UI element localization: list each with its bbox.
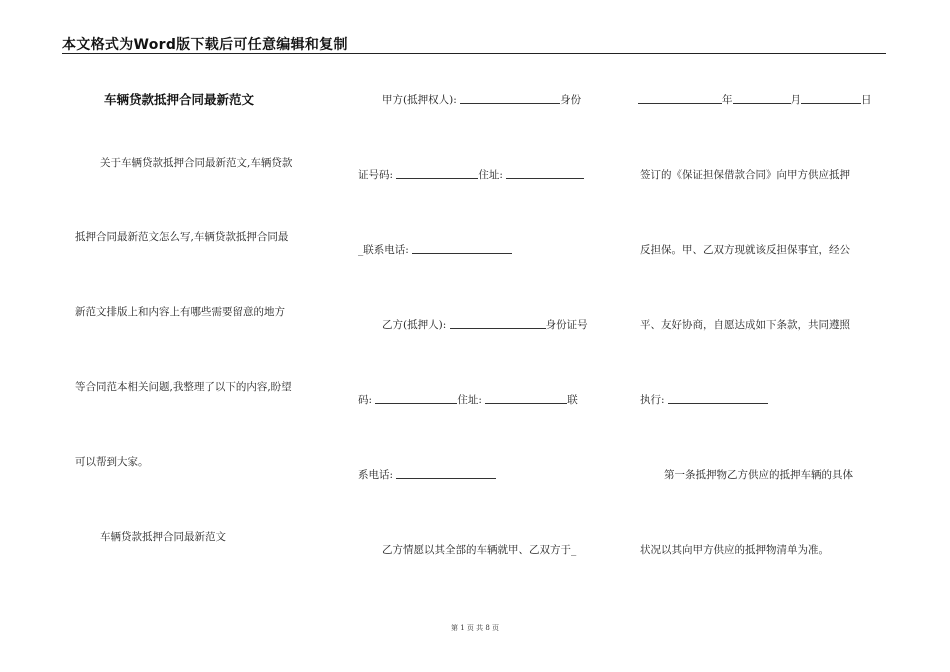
blank-field [450, 318, 546, 329]
id-number-label: 证号码: [358, 169, 394, 181]
blank-field [485, 393, 567, 404]
party-b-label: 乙方(抵押人): [382, 319, 447, 331]
blank-field [638, 93, 722, 104]
month-label: 月 [790, 94, 801, 106]
paragraph-line: 关于车辆贷款抵押合同最新范文,车辆贷款 [100, 157, 293, 169]
execute-label: 执行: [640, 394, 665, 406]
phone-label-part: 联 [567, 394, 578, 406]
document-title: 车辆贷款抵押合同最新范文 [104, 92, 255, 107]
address-label: 住址: [478, 169, 503, 181]
id-label: 身份证号 [545, 319, 588, 331]
party-a-line [382, 93, 581, 107]
paragraph-line: 新范文排版上和内容上有哪些需要留意的地方 [75, 306, 285, 318]
paragraph-line: 反担保。甲、乙双方现就该反担保事宜，经公 [640, 244, 850, 256]
paragraph-line: 抵押合同最新范文怎么写,车辆贷款抵押合同最 [75, 231, 289, 243]
blank-field [412, 243, 512, 254]
id-label: 身份 [560, 94, 582, 106]
header-divider [62, 53, 886, 54]
page-number: 第 1 页 共 8 页 [450, 624, 500, 632]
blank-field [375, 393, 457, 404]
blank-field [396, 468, 496, 479]
party-b-id-line [358, 393, 578, 407]
year-label: 年 [722, 94, 733, 106]
paragraph-line: 状况以其向甲方供应的抵押物清单为准。 [640, 544, 829, 556]
blank-field [396, 168, 478, 179]
blank-field [733, 93, 791, 104]
party-a-phone-line [358, 243, 512, 257]
party-b-line [382, 318, 588, 332]
paragraph-line: 乙方情愿以其全部的车辆就甲、乙双方于_ [382, 544, 577, 556]
address-label: 住址: [457, 394, 482, 406]
party-a-label: 甲方(抵押权人): [382, 94, 457, 106]
party-a-id-line [358, 168, 584, 182]
phone-label: _联系电话: [358, 244, 409, 256]
day-label: 日 [861, 94, 872, 106]
paragraph-line: 可以帮到大家。 [75, 456, 149, 468]
party-b-phone-line [358, 468, 496, 482]
blank-field [460, 93, 560, 104]
article-heading-line: 第一条抵押物乙方供应的抵押车辆的具体 [664, 469, 853, 481]
blank-field [668, 393, 768, 404]
date-line [638, 93, 872, 107]
paragraph-line: 平、友好协商，自愿达成如下条款，共同遵照 [640, 319, 850, 331]
phone-label: 系电话: [358, 469, 394, 481]
execute-line [640, 393, 768, 407]
subtitle-line: 车辆贷款抵押合同最新范文 [100, 531, 226, 543]
paragraph-line: 等合同范本相关问题,我整理了以下的内容,盼望 [75, 381, 292, 393]
document-header: 本文格式为Word版下载后可任意编辑和复制 [62, 37, 348, 53]
id-number-label: 码: [358, 394, 373, 406]
blank-field [506, 168, 584, 179]
paragraph-line: 签订的《保证担保借款合同》向甲方供应抵押 [640, 169, 850, 181]
blank-field [801, 93, 861, 104]
